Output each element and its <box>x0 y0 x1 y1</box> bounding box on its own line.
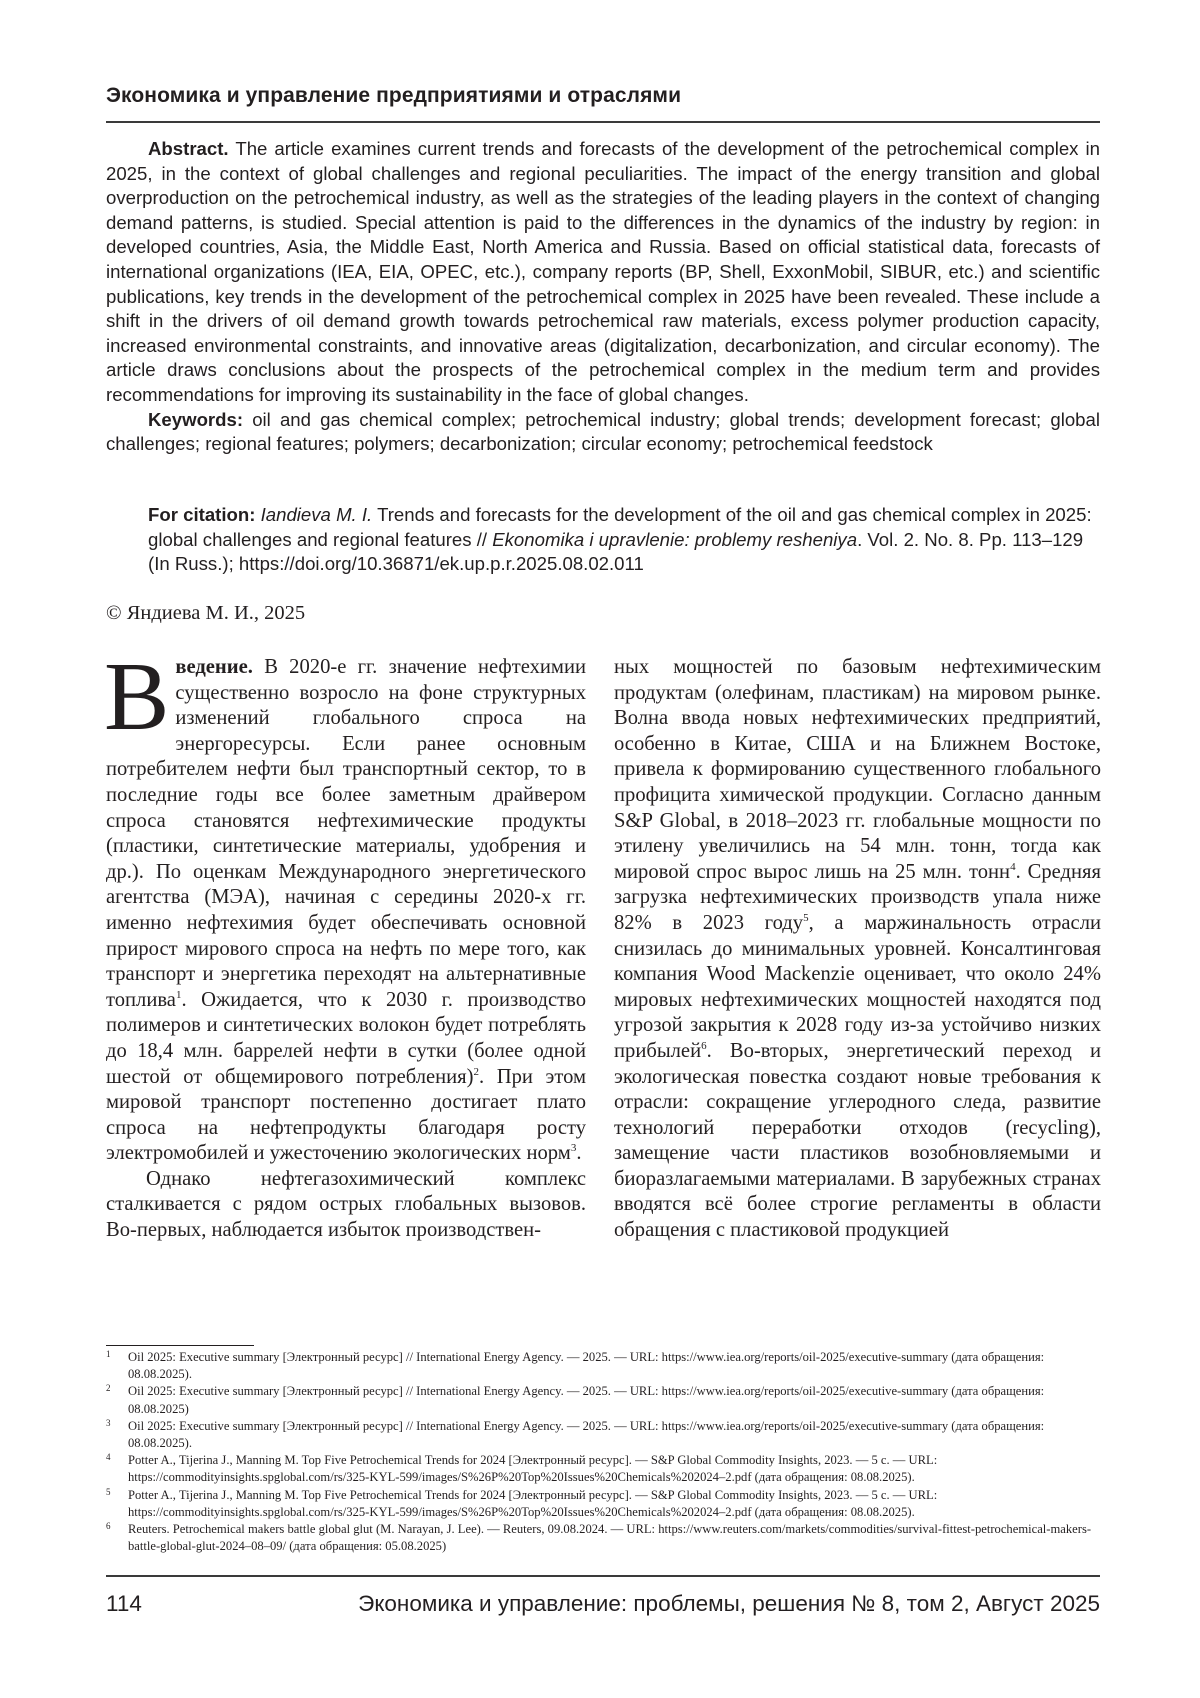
challenges-text: . Средняя загрузка нефтехимических производств упала ниже 82% в 2023 году <box>614 860 1101 934</box>
body-column-left <box>104 643 587 1244</box>
lead-word: ведение. <box>175 656 253 678</box>
intro-text: . Ожидается, что к 2030 г. производство полимеров и синтетических волокон будет потреблять до 18,4 млн. баррелей нефти в сутки (более одной шестой от общемирового потребления) <box>106 988 586 1088</box>
journal-footer: Экономика и управление: проблемы, решения № 8, том 2, Август 2025 <box>358 1591 1100 1616</box>
footnote-4 <box>106 1452 1100 1486</box>
footnote-number: 2 <box>106 1383 111 1394</box>
challenges-text: , а маржинальность отрасли снизилась до минимальных уровней. Консалтинговая компания Wood Mackenzie оценивает, что около 24% мировых нефтехимических мощностей находятся под угрозой закрытия к 2028 году из-за устойчиво низких прибылей <box>614 911 1101 1062</box>
intro-text: . <box>576 1142 582 1165</box>
footnote-text: Potter A., Tijerina J., Manning M. Top Five Petrochemical Trends for 2024 [Электронный ресурс]. — S&P Global Commodity Insights, 2023. — 5 с. — URL: https://commodityinsights.spglobal.com/rs/325-KYL-599/images/S%26P%20Top%20Issues%20Chemicals%202024–2.pdf (дата обращения: 08.08.2025). <box>128 1487 938 1519</box>
challenges-paragraph-continued <box>614 655 1101 1244</box>
body-column-right <box>614 655 1101 1244</box>
footnote-ref-2[interactable]: 2 <box>473 1065 479 1078</box>
footnote-text: Oil 2025: Executive summary [Электронный ресурс] // International Energy Agency. — 2025. — URL: https://www.iea.org/reports/oil-2025/executive-summary (дата обращения: 08.08.2025). <box>128 1350 1045 1382</box>
footnote-5 <box>106 1487 1100 1521</box>
copyright-line: © Яндиева М. И., 2025 <box>106 602 306 624</box>
footnote-number: 5 <box>106 1486 111 1497</box>
footnote-2 <box>106 1383 1100 1417</box>
footnote-ref-5[interactable]: 5 <box>803 912 809 925</box>
keywords-paragraph <box>106 408 1100 457</box>
abstract-block <box>106 137 1100 457</box>
footnotes <box>106 1349 1100 1555</box>
running-title: Экономика и управление предприятиями и отраслями <box>106 84 682 107</box>
footnote-ref-3[interactable]: 3 <box>570 1142 577 1155</box>
footnote-6 <box>106 1521 1100 1555</box>
footnote-text: Reuters. Petrochemical makers battle global glut (M. Narayan, J. Lee). — Reuters, 09.08.2024. — URL: https://www.reuters.com/markets/commodities/survival-fittest-petrochemical-makers-battle-global-glut-2024–08–09/ (дата обращения: 05.08.2025) <box>128 1522 1092 1554</box>
citation-author: Iandieva M. I. <box>255 504 373 525</box>
abstract-label: Abstract. <box>148 138 229 159</box>
abstract-text: The article examines current trends and forecasts of the development of the petrochemical complex in 2025, in the context of global challenges and regional peculiarities. The impact of the energy transition and global overproduction on the petrochemical industry, as well as the strategies of the leading players in the context of changing demand patterns, is studied. Special attention is paid to the differences in the dynamics of the industry by region: in developed countries, Asia, the Middle East, North America and Russia. Based on official statistical data, forecasts of international organizations (IEA, EIA, OPEC, etc.), company reports (BP, Shell, ExxonMobil, SIBUR, etc.) and scientific publications, key trends in the development of the petrochemical complex in 2025 have been revealed. These include a shift in the drivers of oil demand growth towards petrochemical raw materials, excess polymer production capacity, increased environmental constraints, and innovative areas (digitalization, decarbonization, and circular economy). The article draws conclusions about the prospects of the petrochemical complex in the medium term and provides recommendations for improving its sustainability in the face of global changes. <box>106 138 1100 405</box>
citation-label: For citation: <box>148 504 256 525</box>
citation-journal: Ekonomika i upravlenie: problemy resheniya <box>492 528 858 550</box>
intro-paragraph <box>104 643 587 1167</box>
footnote-number: 3 <box>106 1417 111 1428</box>
footnote-ref-6[interactable]: 6 <box>701 1040 707 1053</box>
footnote-rule <box>106 1345 254 1346</box>
drop-cap: В <box>104 643 170 751</box>
footnote-number: 4 <box>106 1452 111 1463</box>
footnote-text: Oil 2025: Executive summary [Электронный ресурс] // International Energy Agency. — 2025. — URL: https://www.iea.org/reports/oil-2025/executive-summary (дата обращения: 08.08.2025). <box>128 1418 1045 1451</box>
footnote-3 <box>106 1418 1100 1452</box>
intro-text: . При этом мировой транспорт постепенно достигает плато спроса на нефтепродукты благодаря росту электромобилей и ужесточению экологических норм <box>106 1065 587 1165</box>
page-number: 114 <box>106 1591 142 1616</box>
challenges-text: Однако нефтегазохимический комплекс сталкивается с рядом острых глобальных вызовов. Во-первых, наблюдается избыток производствен- <box>106 1167 586 1242</box>
challenges-text: . Во-вторых, энергетический переход и экологическая повестка создают новые требования к отрасли: сокращение углеродного следа, развитие технологий переработки отходов (recycling), замещение части пластиков возобновляемыми и биоразлагаемыми материалами. В зарубежных странах вводятся всё более строгие регламенты в области обращения с пластиковой продукцией <box>614 1039 1101 1242</box>
citation-block <box>148 503 1100 577</box>
footnote-ref-1[interactable]: 1 <box>175 988 182 1001</box>
abstract-paragraph <box>106 137 1100 408</box>
footnote-number: 1 <box>106 1349 111 1359</box>
citation-text-1: Trends and forecasts for the development of the oil and gas chemical complex in 2025: global challenges and regional features // <box>148 504 1092 550</box>
intro-text: В 2020-е гг. значение нефтехимии существенно возросло на фоне структурных изменений глобального спроса на энергоресурсы. Если ранее основным потребителем нефти был транспортный сектор, то в последние годы все более заметным драйвером спроса становятся нефтехимические продукты (пластики, синтетические материалы, удобрения и др.). По оценкам Международного энергетического агентства (МЭА), начиная с середины 2020-х гг. именно нефтехимия будет обеспечивать основной прирост мирового спроса на нефть по мере того, как транспорт и энергетика переходят на альтернативные топлива <box>106 656 586 1011</box>
footnote-number: 6 <box>106 1521 111 1532</box>
footnote-text: Potter A., Tijerina J., Manning M. Top Five Petrochemical Trends for 2024 [Электронный ресурс]. — S&P Global Commodity Insights, 2023. — 5 с. — URL: https://commodityinsights.spglobal.com/rs/325-KYL-599/images/S%26P%20Top%20Issues%20Chemicals%202024–2.pdf (дата обращения: 08.08.2025). <box>128 1453 938 1485</box>
keywords-text: oil and gas chemical complex; petrochemical industry; global trends; development forecast; global challenges; regional features; polymers; decarbonization; circular economy; petrochemical feedstock <box>106 408 1100 455</box>
citation-text-2[interactable]: . Vol. 2. No. 8. Pp. 113–129 (In Russ.); https://doi.org/10.36871/ek.up.p.r.2025.08.02.011 <box>148 528 1084 575</box>
challenges-text: ных мощностей по базовым нефтехимическим продуктам (олефинам, пластикам) на мировом рынке. Волна ввода новых нефтехимических предприятий, особенно в Китае, США и на Ближнем Востоке, привела к формированию существенного глобального профицита химической продукции. Согласно данным S&P Global, в 2018–2023 гг. глобальные мощности по этилену увеличились на 54 млн. тонн, тогда как мировой спрос вырос лишь на 25 млн. тонн <box>614 656 1101 883</box>
header-rule <box>106 121 1100 123</box>
footer-rule <box>106 1575 1100 1577</box>
keywords-label: Keywords: <box>148 408 244 430</box>
challenges-paragraph <box>106 1167 586 1244</box>
footnote-ref-4[interactable]: 4 <box>1010 860 1016 873</box>
footnote-1 <box>106 1349 1100 1383</box>
footnote-text: Oil 2025: Executive summary [Электронный ресурс] // International Energy Agency. — 2025. — URL: https://www.iea.org/reports/oil-2025/executive-summary (дата обращения: 08.08.2025) <box>128 1384 1045 1416</box>
